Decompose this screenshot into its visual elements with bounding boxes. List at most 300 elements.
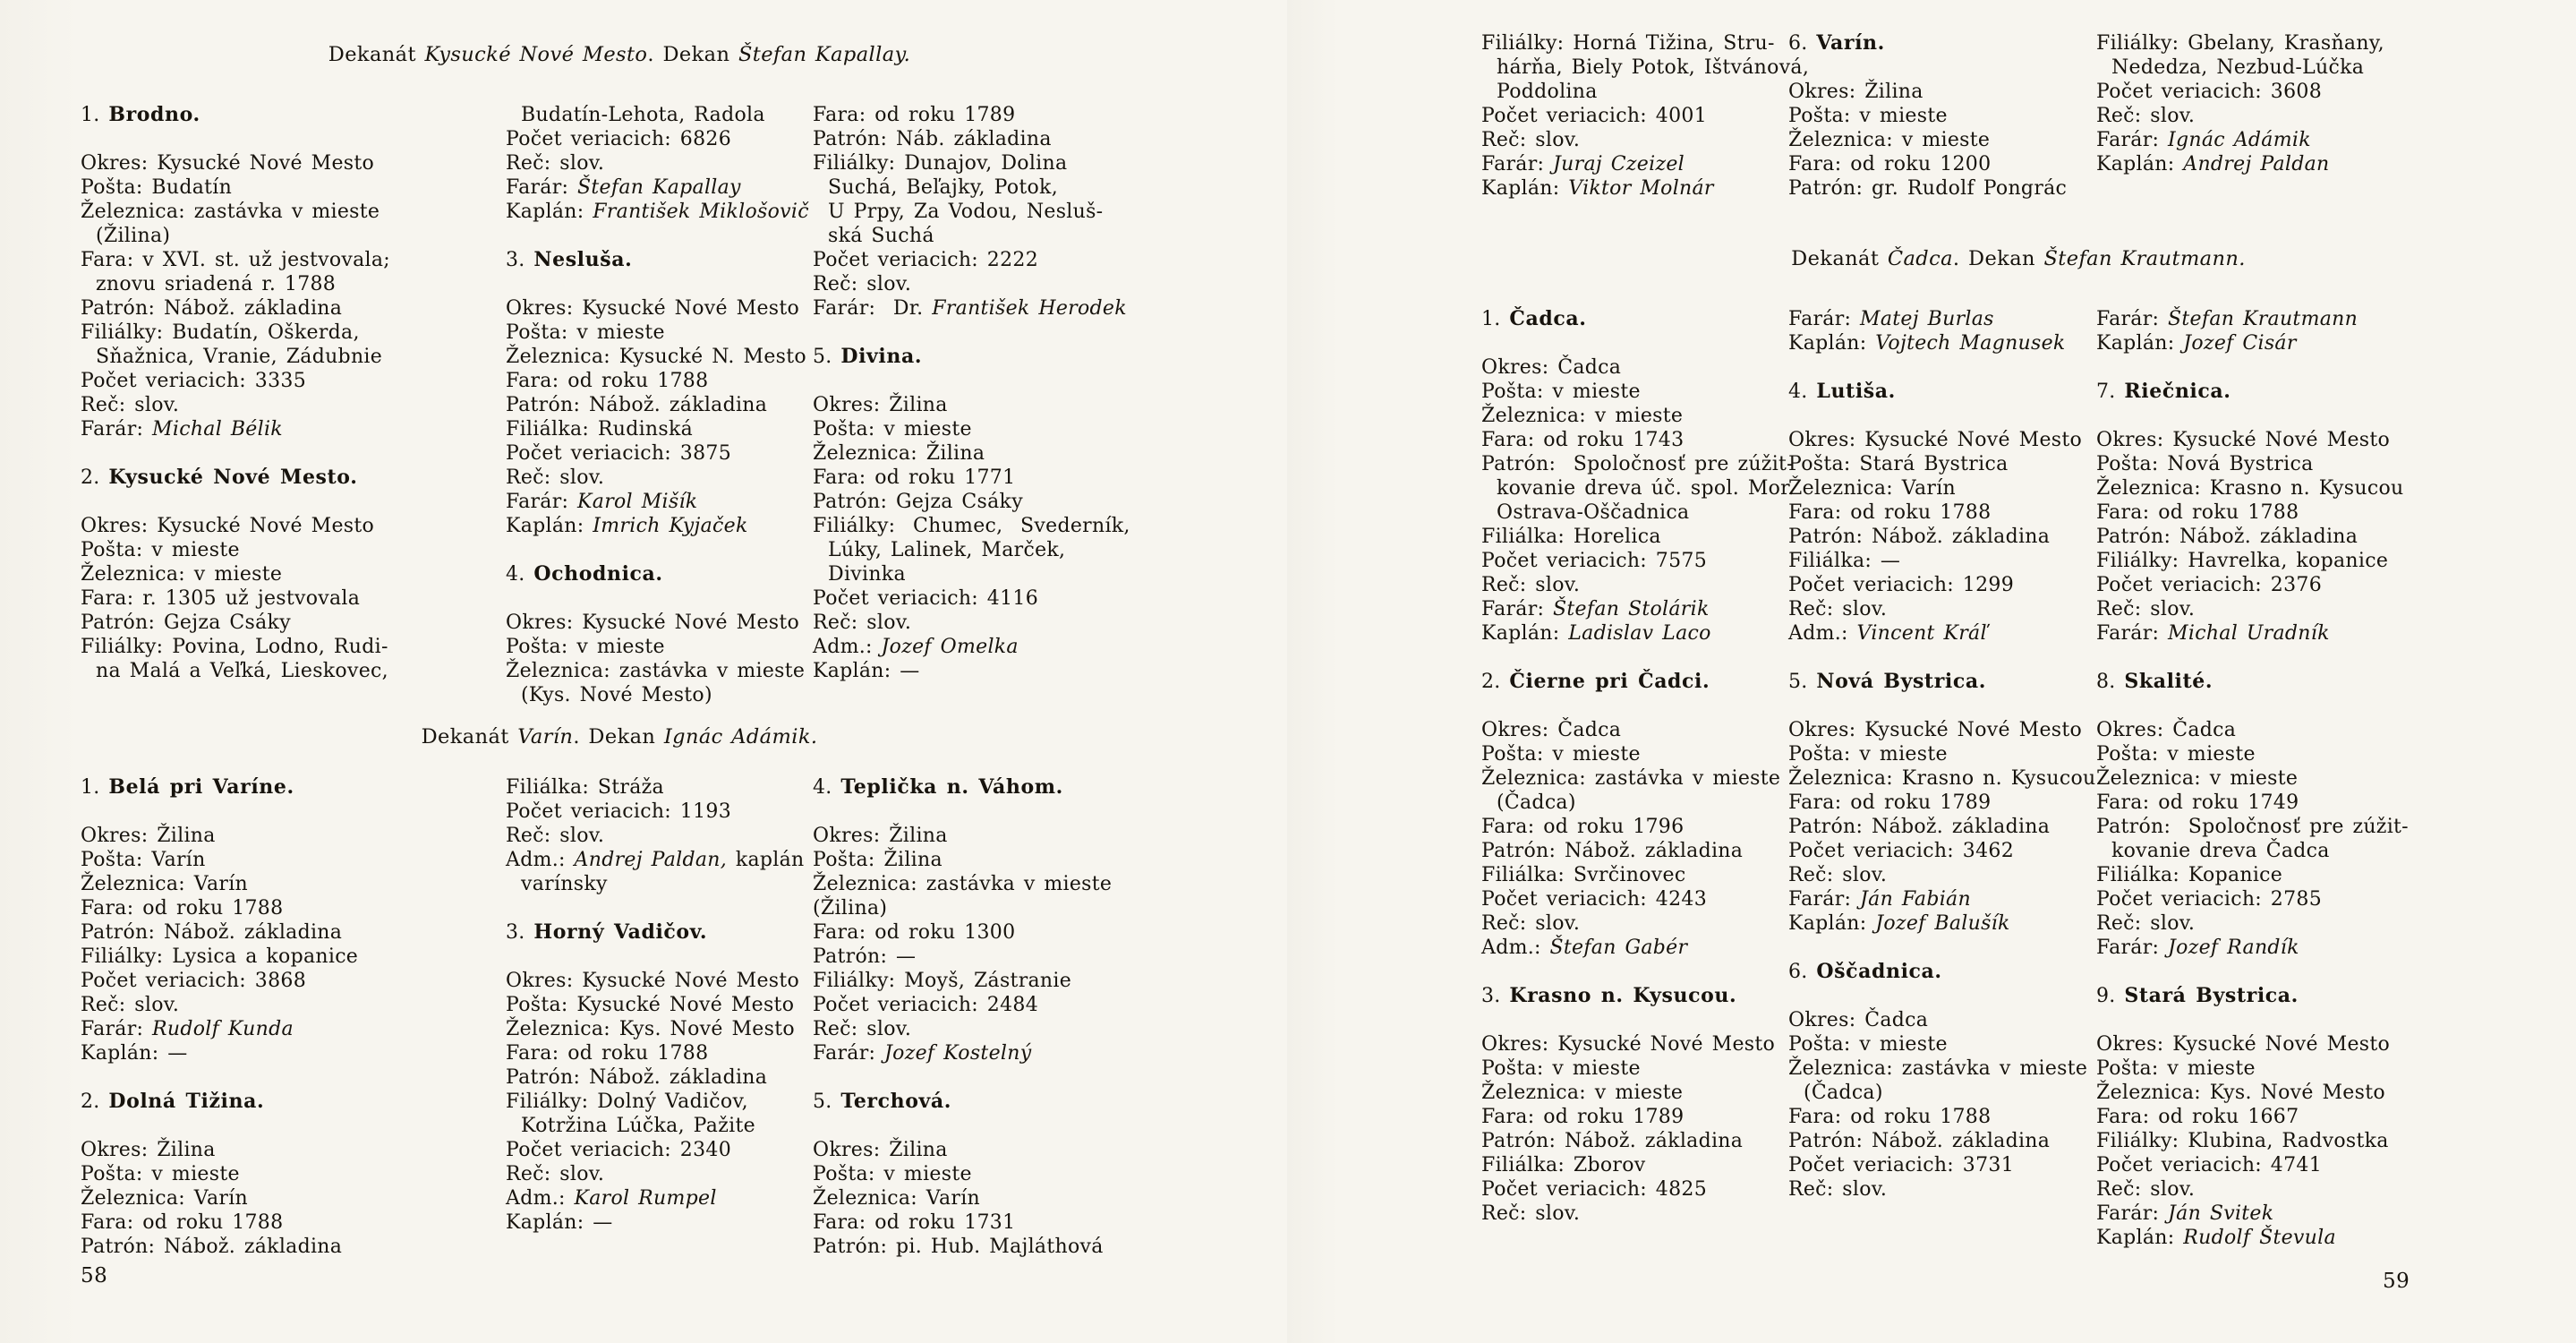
text-line: [81, 896, 358, 920]
text-segment: varínsky: [521, 873, 608, 895]
text-line: [2096, 476, 2409, 500]
text-segment: Michal Bélik: [152, 418, 283, 441]
text-line: [506, 775, 805, 800]
text-segment: Reč: slov.: [1788, 598, 1888, 620]
text-line: [81, 345, 390, 369]
text-segment: Poddolina: [1497, 81, 1598, 103]
text-segment: Karol Rumpel: [574, 1187, 717, 1210]
line-spacer: [1788, 56, 2067, 80]
text-segment: na Malá a Veľká, Lieskovec,: [96, 660, 388, 682]
text-line: [81, 635, 390, 659]
text-segment: Patrón: Nábož. základina: [1481, 1130, 1744, 1152]
text-line: [81, 1041, 358, 1065]
text-segment: Farár:: [81, 418, 153, 441]
text-line: [81, 1235, 358, 1259]
text-segment: Železnica: zastávka v mieste: [1481, 767, 1781, 790]
text-segment: Farár:: [506, 491, 578, 513]
text-line: [506, 848, 805, 872]
text-segment: Pošta: Budatín: [81, 176, 233, 199]
text-segment: Farár:: [2096, 622, 2169, 645]
text-segment: Reč: slov.: [2096, 598, 2196, 620]
line-spacer: [1788, 936, 2095, 960]
text-line: [506, 1065, 805, 1090]
text-segment: Suchá, Beľajky, Potok,: [828, 176, 1058, 199]
text-segment: Farár:: [1481, 598, 1554, 620]
line-spacer: [1481, 646, 1795, 670]
entry-heading: [506, 248, 809, 272]
text-segment: Štefan Krautmann.: [2043, 247, 2246, 270]
text-segment: 2.: [81, 1091, 109, 1113]
text-segment: Ján Svitek: [2168, 1202, 2274, 1225]
text-segment: Okres: Kysucké Nové Mesto: [1481, 1033, 1776, 1056]
text-line: [1481, 1202, 1795, 1226]
text-segment: Farár:: [81, 1018, 153, 1040]
text-segment: Železnica: zastávka v mieste: [81, 201, 380, 223]
text-line: [1788, 863, 2095, 887]
text-segment: Divina.: [840, 345, 923, 368]
text-segment: Pošta: v mieste: [506, 321, 665, 344]
text-line: [1788, 887, 2095, 911]
entry-column: [81, 103, 390, 683]
text-line: [1481, 1056, 1795, 1081]
text-line: [813, 103, 1130, 127]
text-segment: Filiálka: —: [1788, 550, 1901, 572]
text-segment: Železnica: v mieste: [1481, 1082, 1684, 1104]
text-line: [813, 175, 1130, 200]
text-line: [813, 272, 1130, 296]
text-segment: Počet veriacich: 4741: [2096, 1154, 2322, 1176]
text-line: [1788, 573, 2095, 597]
text-segment: 3.: [1481, 985, 1510, 1007]
text-segment: Filiálky: Havrelka, kopanice: [2096, 550, 2389, 572]
text-segment: Lúky, Lalinek, Marček,: [828, 539, 1066, 561]
text-segment: Pošta: v mieste: [1788, 1033, 1948, 1056]
text-line: [1481, 1081, 1795, 1105]
text-segment: Počet veriacich: 2785: [2096, 888, 2322, 911]
line-spacer: [1788, 646, 2095, 670]
text-line: [813, 1210, 1112, 1235]
entry-heading: [81, 775, 358, 800]
text-line: [1788, 1177, 2095, 1202]
text-line: [813, 635, 1130, 659]
text-segment: Adm.:: [1788, 622, 1857, 645]
text-line: [813, 441, 1130, 466]
text-line: [1481, 525, 1795, 549]
entry-heading: [813, 345, 1130, 369]
text-line: [813, 586, 1130, 611]
line-spacer: [2096, 646, 2409, 670]
entry-column: [81, 775, 358, 1259]
entry-column: [813, 103, 1130, 683]
text-line: [1481, 31, 1809, 56]
text-segment: Ochodnica.: [533, 562, 663, 586]
text-segment: Farár:: [2096, 129, 2169, 151]
text-segment: Dekanát: [328, 43, 425, 66]
text-segment: Filiálky: Povina, Lodno, Rudi-: [81, 636, 388, 658]
text-segment: Železnica: Kys. Nové Mesto: [506, 1018, 795, 1040]
text-segment: Štefan Kapallay.: [738, 43, 911, 66]
text-segment: Reč: slov.: [2096, 1178, 2196, 1201]
text-segment: Okres: Čadca: [2096, 719, 2237, 741]
text-line: [506, 635, 809, 659]
text-segment: Pošta: v mieste: [2096, 743, 2256, 766]
text-line: [813, 224, 1130, 248]
text-line: [2096, 307, 2409, 331]
text-line: [81, 848, 358, 872]
line-spacer: [1788, 404, 2095, 428]
text-segment: Počet veriacich: 2340: [506, 1139, 731, 1161]
text-segment: Oščadnica.: [1816, 960, 1942, 983]
text-line: [81, 200, 390, 224]
text-segment: Reč: slov.: [813, 1018, 912, 1040]
text-segment: Varín.: [1816, 31, 1885, 55]
text-segment: Filiálky: Gbelany, Krasňany,: [2096, 32, 2384, 55]
text-segment: Fara: r. 1305 už jestvovala: [81, 587, 361, 610]
text-segment: Železnica: Varín: [81, 873, 249, 895]
text-segment: Železnica: zastávka v mieste: [506, 660, 806, 682]
text-segment: Reč: slov.: [506, 466, 605, 489]
text-line: [1481, 887, 1795, 911]
text-line: [1481, 428, 1795, 452]
text-segment: Kaplán:: [506, 515, 593, 537]
text-segment: Andrej Paldan: [2183, 153, 2330, 175]
text-line: [506, 466, 809, 490]
text-segment: Reč: slov.: [1481, 574, 1581, 596]
text-segment: Vojtech Magnusek: [1875, 332, 2066, 355]
text-segment: Okres: Kysucké Nové Mesto: [1788, 429, 2083, 451]
text-segment: Jozef Cisár: [2183, 332, 2297, 355]
entry-column: [813, 775, 1112, 1259]
text-line: [1481, 742, 1795, 766]
text-line: [506, 1186, 805, 1210]
text-line: [1481, 380, 1795, 404]
text-line: [2096, 1202, 2409, 1226]
text-line: [81, 369, 390, 393]
entry-column: [2096, 31, 2384, 176]
text-line: [506, 611, 809, 635]
line-spacer: [506, 272, 809, 296]
text-segment: . Dekan: [573, 725, 664, 748]
text-segment: Dolná Tižina.: [108, 1090, 265, 1113]
text-line: [81, 659, 390, 683]
text-line: [2096, 621, 2409, 646]
text-line: [81, 969, 358, 993]
text-segment: Teplička n. Váhom.: [840, 775, 1063, 799]
text-segment: Železnica: v mieste: [1481, 405, 1684, 427]
text-line: [2096, 791, 2409, 815]
text-line: [1788, 1105, 2095, 1129]
text-segment: Fara: od roku 1789: [1481, 1106, 1685, 1128]
text-line: [813, 824, 1112, 848]
text-line: [1481, 128, 1809, 152]
line-spacer: [2096, 355, 2409, 380]
text-line: [506, 993, 805, 1017]
text-segment: kovanie dreva Čadca: [2111, 840, 2330, 862]
text-segment: Reč: slov.: [1788, 1178, 1888, 1201]
text-segment: Jozef Omelka: [881, 636, 1019, 658]
text-segment: Sňažnica, Vranie, Zádubnie: [96, 346, 383, 368]
text-segment: Okres: Žilina: [813, 1139, 948, 1161]
text-line: [2096, 428, 2409, 452]
line-spacer: [813, 1114, 1112, 1138]
text-segment: Fara: od roku 1200: [1788, 153, 1992, 175]
text-segment: Reč: slov.: [1481, 129, 1581, 151]
text-segment: Filiálky: Klubina, Radvostka: [2096, 1130, 2389, 1152]
text-segment: Ignác Adámik.: [663, 725, 818, 748]
text-line: [813, 296, 1130, 321]
text-line: [813, 466, 1130, 490]
text-segment: 4.: [813, 776, 841, 799]
text-line: [2096, 936, 2409, 960]
line-spacer: [1788, 355, 2095, 380]
text-line: [1788, 911, 2095, 936]
entry-heading: [506, 562, 809, 586]
text-line: [81, 993, 358, 1017]
line-spacer: [813, 800, 1112, 824]
text-segment: Počet veriacich: 2222: [813, 249, 1038, 271]
deanery-title: [1481, 247, 2555, 270]
text-line: [1481, 791, 1795, 815]
text-segment: Kotržina Lúčka, Pažite: [521, 1115, 755, 1137]
text-line: [2096, 815, 2409, 839]
text-segment: 2.: [81, 466, 109, 489]
text-segment: Viktor Molnár: [1568, 177, 1714, 200]
text-segment: Filiálky: Chumec, Svederník,: [813, 515, 1130, 537]
text-line: [506, 393, 809, 417]
line-spacer: [1481, 960, 1795, 984]
text-segment: Štefan Gabér: [1549, 937, 1688, 959]
text-line: [81, 296, 390, 321]
text-line: [81, 1186, 358, 1210]
text-segment: Patrón: pi. Hub. Majláthová: [813, 1236, 1104, 1258]
text-segment: Pošta: v mieste: [1481, 743, 1641, 766]
text-segment: Riečnica.: [2124, 380, 2231, 403]
text-line: [813, 848, 1112, 872]
text-segment: Okres: Žilina: [813, 394, 948, 416]
text-segment: Fara: od roku 1743: [1481, 429, 1685, 451]
text-segment: 2.: [1481, 671, 1510, 693]
text-line: [2096, 80, 2384, 104]
text-segment: Jozef Kostelný: [884, 1042, 1032, 1065]
line-spacer: [81, 127, 390, 151]
text-segment: Horný Vadičov.: [533, 920, 708, 944]
text-segment: Fara: od roku 1796: [1481, 816, 1685, 838]
text-line: [506, 1041, 805, 1065]
entry-heading: [813, 775, 1112, 800]
text-line: [1481, 573, 1795, 597]
line-spacer: [1788, 984, 2095, 1008]
deanery-title: [81, 43, 1158, 66]
text-segment: 1.: [81, 104, 109, 126]
text-line: [2096, 839, 2409, 863]
text-segment: Budatín-Lehota, Radola: [521, 104, 765, 126]
text-segment: Počet veriacich: 3875: [506, 442, 731, 465]
text-line: [2096, 331, 2409, 355]
text-segment: Kaplán:: [1481, 177, 1569, 200]
text-segment: Patrón: Nábož. základina: [506, 1066, 768, 1089]
text-segment: Pošta: v mieste: [2096, 1057, 2256, 1080]
text-line: [81, 393, 390, 417]
line-spacer: [2096, 960, 2409, 984]
text-line: [506, 175, 809, 200]
text-segment: Vincent Kráľ: [1856, 622, 1989, 645]
text-line: [813, 872, 1112, 896]
text-line: [1788, 1032, 2095, 1056]
text-line: [2096, 500, 2409, 525]
text-line: [1481, 549, 1795, 573]
text-segment: Patrón: Spoločnosť pre zúžit-: [1481, 453, 1794, 475]
text-line: [2096, 1129, 2409, 1153]
text-line: [2096, 525, 2409, 549]
text-segment: Železnica: Kys. Nové Mesto: [2096, 1082, 2385, 1104]
text-line: [506, 296, 809, 321]
text-line: [1788, 815, 2095, 839]
text-segment: Reč: slov.: [1481, 912, 1581, 935]
text-line: [2096, 104, 2384, 128]
text-line: [506, 200, 809, 224]
text-line: [813, 562, 1130, 586]
text-line: [2096, 597, 2409, 621]
text-line: [506, 1162, 805, 1186]
text-segment: Železnica: v mieste: [81, 563, 283, 586]
text-line: [506, 1210, 805, 1235]
text-segment: Fara: od roku 1788: [81, 1211, 284, 1234]
text-line: [1788, 525, 2095, 549]
text-segment: Pošta: v mieste: [1481, 1057, 1641, 1080]
text-line: [81, 945, 358, 969]
text-segment: Okres: Kysucké Nové Mesto: [81, 152, 375, 175]
text-line: [1481, 1153, 1795, 1177]
text-line: [2096, 549, 2409, 573]
text-segment: 8.: [2096, 671, 2125, 693]
text-line: [1481, 476, 1795, 500]
text-segment: kaplán: [727, 849, 805, 871]
page-number: 58: [81, 1264, 108, 1287]
text-segment: Reč: slov.: [813, 273, 912, 295]
deanery-title: [81, 725, 1158, 748]
line-spacer: [813, 1065, 1112, 1090]
text-segment: Kaplán:: [1481, 622, 1569, 645]
text-segment: Patrón: Nábož. základina: [1788, 1130, 2051, 1152]
text-segment: Patrón: Nábož. základina: [506, 394, 768, 416]
text-line: [81, 824, 358, 848]
text-segment: Okres: Kysucké Nové Mesto: [81, 515, 375, 537]
text-segment: Pošta: v mieste: [1481, 381, 1641, 403]
text-line: [506, 1090, 805, 1114]
text-segment: Filiálky: Budatín, Oškerda,: [81, 321, 360, 344]
line-spacer: [1481, 1008, 1795, 1032]
text-segment: znovu sriadená r. 1788: [96, 273, 337, 295]
text-line: [1481, 911, 1795, 936]
entry-heading: [1788, 960, 2095, 984]
text-segment: Adm.:: [1481, 937, 1550, 959]
text-segment: (Čadca): [1497, 791, 1576, 814]
entry-heading: [813, 1090, 1112, 1114]
text-segment: Štefan Kapallay: [577, 176, 741, 199]
text-line: [1788, 1129, 2095, 1153]
text-segment: Farár:: [1788, 308, 1861, 330]
text-line: [1481, 152, 1809, 176]
text-line: [2096, 718, 2409, 742]
text-line: [1788, 621, 2095, 646]
text-segment: Počet veriacich: 4825: [1481, 1178, 1707, 1201]
text-line: [1788, 128, 2067, 152]
text-segment: Reč: slov.: [1788, 864, 1888, 886]
text-segment: Fara: od roku 1788: [506, 370, 709, 392]
entry-heading: [1788, 670, 2095, 694]
text-line: [813, 920, 1112, 945]
text-line: [506, 441, 809, 466]
text-line: [1788, 742, 2095, 766]
text-segment: ská Suchá: [828, 225, 934, 247]
text-segment: Rudolf Kunda: [152, 1018, 294, 1040]
text-segment: (Žilina): [813, 897, 888, 920]
text-segment: Pošta: v mieste: [813, 418, 972, 441]
text-segment: Železnica: Krasno n. Kysucou: [1788, 767, 2096, 790]
text-segment: Karol Mišík: [577, 491, 698, 513]
text-segment: Reč: slov.: [1481, 1202, 1581, 1225]
text-segment: Nová Bystrica.: [1816, 670, 1986, 693]
text-segment: Počet veriacich: 3608: [2096, 81, 2322, 103]
text-segment: Farár: Dr.: [813, 297, 933, 320]
text-segment: Čadca.: [1509, 307, 1587, 330]
text-segment: Okres: Kysucké Nové Mesto: [1788, 719, 2083, 741]
line-spacer: [506, 896, 805, 920]
entry-column: [506, 775, 805, 1235]
text-segment: Fara: od roku 1788: [2096, 501, 2299, 524]
text-segment: (Žilina): [96, 225, 171, 247]
text-segment: Patrón: —: [813, 945, 917, 968]
text-segment: Fara: od roku 1771: [813, 466, 1016, 489]
text-segment: Dekanát: [421, 725, 518, 748]
text-line: [1481, 597, 1795, 621]
text-segment: Belá pri Varíne.: [108, 775, 294, 799]
text-segment: Kaplán:: [506, 201, 593, 223]
text-segment: František Miklošovič: [593, 201, 809, 223]
text-line: [1788, 549, 2095, 573]
text-segment: Reč: slov.: [506, 152, 605, 175]
text-line: [81, 1162, 358, 1186]
text-segment: Kysucké Nové Mesto: [424, 43, 648, 66]
text-line: [813, 969, 1112, 993]
text-line: [1788, 1153, 2095, 1177]
text-segment: Okres: Čadca: [1481, 719, 1622, 741]
text-line: [1788, 1056, 2095, 1081]
text-line: [1788, 307, 2095, 331]
text-segment: kovanie dreva úč. spol. Mor.: [1497, 477, 1795, 500]
text-segment: Štefan Stolárik: [1553, 598, 1710, 620]
text-line: [1788, 104, 2067, 128]
text-line: [1788, 1008, 2095, 1032]
line-spacer: [506, 586, 809, 611]
text-segment: Pošta: Kysucké Nové Mesto: [506, 994, 795, 1016]
text-line: [2096, 573, 2409, 597]
text-line: [506, 800, 805, 824]
text-line: [1481, 500, 1795, 525]
text-line: [506, 659, 809, 683]
line-spacer: [1481, 694, 1795, 718]
text-segment: Kaplán: —: [506, 1211, 613, 1234]
text-line: [813, 1235, 1112, 1259]
text-line: [2096, 1153, 2409, 1177]
text-line: [81, 1017, 358, 1041]
text-segment: Okres: Kysucké Nové Mesto: [506, 297, 800, 320]
text-segment: Fara: od roku 1788: [81, 897, 284, 920]
text-segment: Okres: Žilina: [81, 825, 216, 847]
text-line: [1481, 766, 1795, 791]
text-segment: Michal Uradník: [2168, 622, 2330, 645]
text-segment: Okres: Kysucké Nové Mesto: [506, 612, 800, 634]
